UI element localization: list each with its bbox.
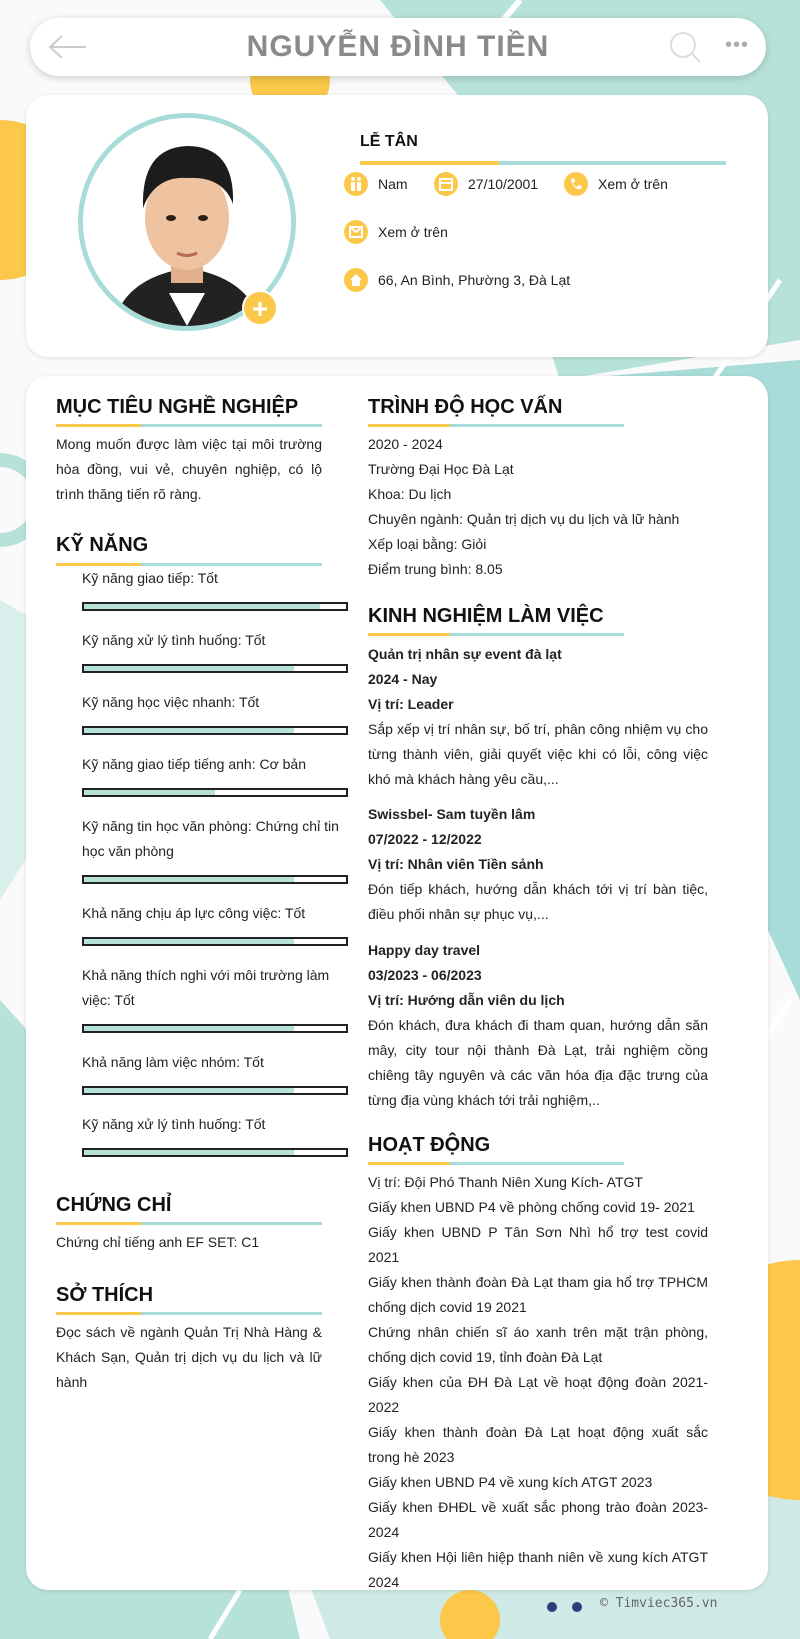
resume-body <box>26 376 768 1590</box>
divider <box>56 1312 322 1315</box>
top-bar <box>30 18 766 76</box>
skill-level-fill <box>84 604 320 609</box>
job-company: Happy day travel <box>368 942 481 958</box>
skill-level-bar <box>82 602 348 611</box>
education-details <box>368 432 708 582</box>
skill-label: Kỹ năng tin học văn phòng: Chứng chỉ tin học văn phòng <box>82 818 339 859</box>
job-entry <box>368 938 708 1113</box>
divider <box>368 424 624 427</box>
job-entry <box>368 642 708 792</box>
skill-level-bar <box>82 875 348 884</box>
skill-level-bar <box>82 1148 348 1157</box>
skill-level-bar <box>82 1024 348 1033</box>
skill-label: Kỹ năng giao tiếp tiếng anh: Cơ bản <box>82 756 307 772</box>
skill-level-fill <box>84 877 294 882</box>
email-field <box>344 220 448 244</box>
hobbies-text: Đọc sách về ngành Quản Trị Nhà Hàng & Khách Sạn, Quản trị dịch vụ du lịch và lữ hành <box>56 1324 322 1390</box>
job-company: Quản trị nhân sự event đà lạt <box>368 646 562 662</box>
education-line: Chuyên ngành: Quản trị dịch vụ du lịch và lữ hành <box>368 511 680 527</box>
skill-level-bar <box>82 937 348 946</box>
education-line: Điểm trung bình: 8.05 <box>368 561 503 577</box>
divider <box>56 424 322 427</box>
address-field <box>344 268 570 292</box>
email-value: Xem ở trên <box>378 224 448 240</box>
education-line: Trường Đại Học Đà Lạt <box>368 461 514 477</box>
profile-card <box>26 95 768 357</box>
skill-label: Kỹ năng xử lý tình huống: Tốt <box>82 632 266 648</box>
job-description: Sắp xếp vị trí nhân sự, bố trí, phân công nhiệm vụ cho từng thành viên, giải quyết việc khi có lỗi, công việc khó mà khách hàng yêu cầu,... <box>368 721 708 787</box>
skill-level-bar <box>82 664 348 673</box>
skill-label: Kỹ năng học việc nhanh: Tốt <box>82 694 260 710</box>
phone-field <box>564 172 668 196</box>
job-position: LỄ TÂN <box>360 133 418 150</box>
email-icon <box>344 220 368 244</box>
job-role: Vị trí: Hướng dẫn viên du lịch <box>368 992 565 1008</box>
footer-brand: © Timviec365.vn <box>600 1596 718 1611</box>
education-line: 2020 - 2024 <box>368 436 443 452</box>
objective-title: MỤC TIÊU NGHỀ NGHIỆP <box>56 396 299 418</box>
phone-value: Xem ở trên <box>598 176 668 192</box>
skill-level-fill <box>84 666 294 671</box>
job-role: Vị trí: Nhân viên Tiền sảnh <box>368 856 544 872</box>
gender-icon <box>344 172 368 196</box>
skill-label: Kỹ năng giao tiếp: Tốt <box>82 570 218 586</box>
dob-field <box>434 172 538 196</box>
more-options-icon[interactable]: ••• <box>725 34 750 56</box>
search-icon[interactable] <box>668 30 702 64</box>
education-line: Xếp loại bằng: Giỏi <box>368 536 487 552</box>
skill-level-fill <box>84 728 294 733</box>
skill-level-fill <box>84 1088 294 1093</box>
activities-list: Vị trí: Đội Phó Thanh Niên Xung Kích- ATGT Giấy khen UBND P4 về phòng chống covid 19- 2021 Giấy khen UBND P Tân Sơn Nhì hổ trợ test covid 2021 Giấy khen thành đoàn Đà Lạt tham gia hổ trợ TPHCM chống dịch covid 19 2021 Chứng nhân chiến sĩ áo xanh trên mặt trận phòng, chống dịch covid 19, tỉnh đoàn Đà Lạt Giấy khen của ĐH Đà Lạt về hoạt động đoàn 2021- 2022 Giấy khen thành đoàn Đà Lạt hoạt động xuất sắc trong hè 2023 Giấy khen UBND P4 về xung kích ATGT 2023 Giấy khen ĐHĐL về xuất sắc phong trào đoàn 2023- 2024 Giấy khen Hội liên hiệp thanh niên về xung kích ATGT 2024 <box>368 1174 708 1590</box>
dob-value: 27/10/2001 <box>468 176 539 192</box>
add-photo-button[interactable]: + <box>242 290 278 326</box>
job-description: Đón tiếp khách, hướng dẫn khách tới vị trí bàn tiệc, điều phối nhân sự phục vụ,... <box>368 881 708 922</box>
certificates-title: CHỨNG CHỈ <box>56 1194 172 1216</box>
skill-level-bar <box>82 788 348 797</box>
certificate-item: Chứng chỉ tiếng anh EF SET: C1 <box>56 1234 260 1250</box>
divider <box>56 1222 322 1225</box>
education-line: Khoa: Du lịch <box>368 486 452 502</box>
skill-level-bar <box>82 726 348 735</box>
divider <box>368 633 624 636</box>
home-icon <box>344 268 368 292</box>
skill-label: Khả năng thích nghi với môi trường làm việc: Tốt <box>82 967 330 1008</box>
skills-title: KỸ NĂNG <box>56 534 149 556</box>
job-company: Swissbel- Sam tuyền lâm <box>368 806 536 822</box>
skill-level-fill <box>84 939 294 944</box>
education-title: TRÌNH ĐỘ HỌC VẤN <box>368 396 563 418</box>
candidate-name: NGUYỄN ĐÌNH TIỀN <box>246 30 550 63</box>
job-description: Đón khách, đưa khách đi tham quan, hướng dẫn săn mây, city tour nội thành Đà Lạt, trải nghiệm cồng chiêng tây nguyên và các văn hóa địa đặc trưng của từng địa vùng khách tới trải nghiệm,.. <box>368 1017 708 1108</box>
divider <box>368 1162 624 1165</box>
job-period: 2024 - Nay <box>368 671 438 687</box>
job-period: 03/2023 - 06/2023 <box>368 967 482 983</box>
activities-title: HOẠT ĐỘNG <box>368 1134 491 1156</box>
job-period: 07/2022 - 12/2022 <box>368 831 482 847</box>
job-role: Vị trí: Leader <box>368 696 454 712</box>
gender-value: Nam <box>378 176 408 192</box>
skill-level-fill <box>84 790 215 795</box>
skill-level-bar <box>82 1086 348 1095</box>
job-entry <box>368 802 708 927</box>
divider <box>360 161 726 165</box>
hobbies-title: SỞ THÍCH <box>56 1284 154 1306</box>
skill-level-fill <box>84 1026 294 1031</box>
skill-label: Khả năng chịu áp lực công việc: Tốt <box>82 905 306 921</box>
skill-label: Kỹ năng xử lý tình huống: Tốt <box>82 1116 266 1132</box>
gender-field <box>344 172 408 196</box>
skill-level-fill <box>84 1150 294 1155</box>
skill-label: Khả năng làm việc nhóm: Tốt <box>82 1054 264 1070</box>
calendar-icon <box>434 172 458 196</box>
phone-icon <box>564 172 588 196</box>
address-value: 66, An Bình, Phường 3, Đà Lạt <box>378 272 571 288</box>
experience-title: KINH NGHIỆM LÀM VIỆC <box>368 605 604 627</box>
objective-text: Mong muốn được làm việc tại môi trường hòa đồng, vui vẻ, chuyên nghiệp, có lộ trình thăng tiến rõ ràng. <box>56 436 322 502</box>
